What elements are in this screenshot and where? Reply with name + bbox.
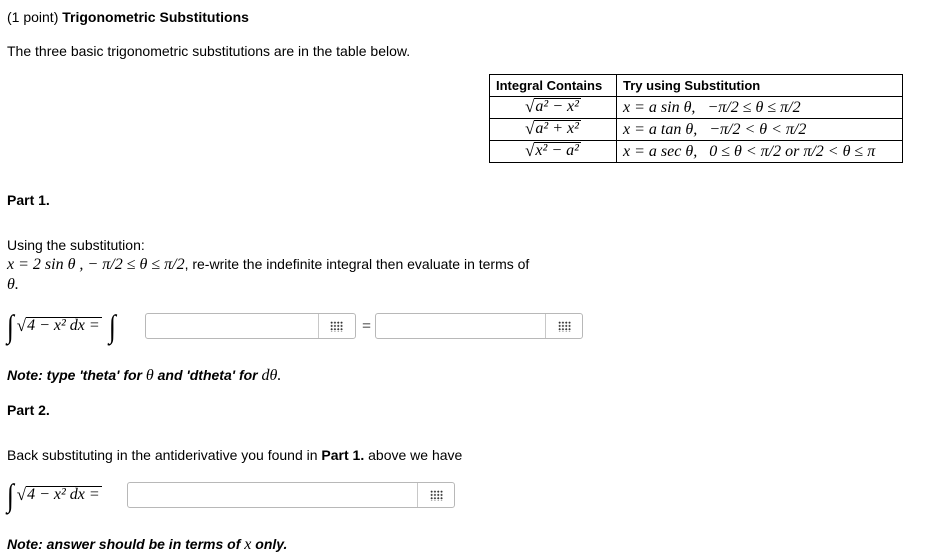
points-label: (1 point) <box>7 9 59 25</box>
part1-instruction-line <box>7 256 529 274</box>
table-header-row <box>490 75 903 97</box>
intro-text: The three basic trigonometric substitutions are in the table below. <box>7 43 411 59</box>
integral-expression: ∫ √ 4 − x² dx = ∫ <box>6 308 116 344</box>
radical-cell: √ a² − x² <box>490 97 617 119</box>
answer-box-1 <box>145 313 356 339</box>
radical-cell: √ x² − a² <box>490 141 617 163</box>
instruction-text: , re-write the indefinite integral then evaluate in terms of <box>184 256 530 272</box>
radicand: a² + x² <box>535 120 579 137</box>
integrand: 4 − x² dx = <box>27 486 100 503</box>
integral-sign: ∫ <box>108 308 116 344</box>
column-header-integral: Integral Contains <box>490 75 617 97</box>
substitution-cell <box>617 97 903 119</box>
table-row <box>490 119 903 141</box>
problem-title: Trigonometric Substitutions <box>62 9 249 25</box>
integral-sign: ∫ <box>6 308 14 344</box>
note-mid: and 'dtheta' for <box>157 367 258 383</box>
substitution-expr: x = a sec θ, <box>623 142 698 160</box>
equation-editor-icon[interactable] <box>430 490 443 501</box>
part2-note <box>7 536 287 554</box>
problem-header <box>7 9 249 25</box>
substitution-expr: x = a tan θ, <box>623 120 698 138</box>
answer-input-3[interactable] <box>128 483 418 507</box>
substitution-cell <box>617 119 903 141</box>
equation-editor-icon[interactable] <box>330 321 343 332</box>
integrand: 4 − x² dx = <box>27 317 100 334</box>
answer-input-1[interactable] <box>146 314 319 338</box>
part2-text-ref: Part 1. <box>321 447 365 463</box>
note-var: x <box>244 536 252 553</box>
note-prefix: Note: answer should be in terms of <box>7 536 241 552</box>
part1-lead: Using the substitution: <box>7 237 145 253</box>
table-row <box>490 97 903 119</box>
substitution-table <box>489 74 903 163</box>
radicand: x² − a² <box>535 142 579 159</box>
part2-heading: Part 2. <box>7 402 50 418</box>
note-theta: θ <box>145 367 154 384</box>
integral-expression-2: ∫ √ 4 − x² dx = <box>6 477 100 513</box>
answer-box-2 <box>375 313 583 339</box>
equals-sign: = <box>362 318 372 335</box>
theta-range: −π/2 < θ < π/2 <box>709 120 807 138</box>
substitution-expr: x = a sin θ, <box>623 98 696 116</box>
theta-range: −π/2 ≤ θ ≤ π/2 <box>707 98 801 116</box>
answer-box-3 <box>127 482 455 508</box>
part2-text <box>7 447 462 463</box>
note-dtheta: dθ. <box>261 367 282 384</box>
part2-text-suffix: above we have <box>368 447 463 463</box>
radical-cell: √ a² + x² <box>490 119 617 141</box>
integral-sign: ∫ <box>6 477 14 513</box>
part1-note <box>7 367 281 385</box>
column-header-substitution: Try using Substitution <box>617 75 903 97</box>
substitution-given: x = 2 sin θ , − π/2 ≤ θ ≤ π/2 <box>7 256 185 273</box>
note-suffix: only. <box>255 536 288 552</box>
table-row <box>490 141 903 163</box>
theta-var: θ. <box>7 276 19 293</box>
theta-range: 0 ≤ θ < π/2 or π/2 < θ ≤ π <box>709 142 876 160</box>
answer-input-2[interactable] <box>376 314 546 338</box>
part1-heading: Part 1. <box>7 192 50 208</box>
part2-text-prefix: Back substituting in the antiderivative you found in <box>7 447 318 463</box>
note-prefix: Note: type 'theta' for <box>7 367 142 383</box>
equation-editor-icon[interactable] <box>558 321 571 332</box>
substitution-cell <box>617 141 903 163</box>
radicand: a² − x² <box>535 98 579 115</box>
